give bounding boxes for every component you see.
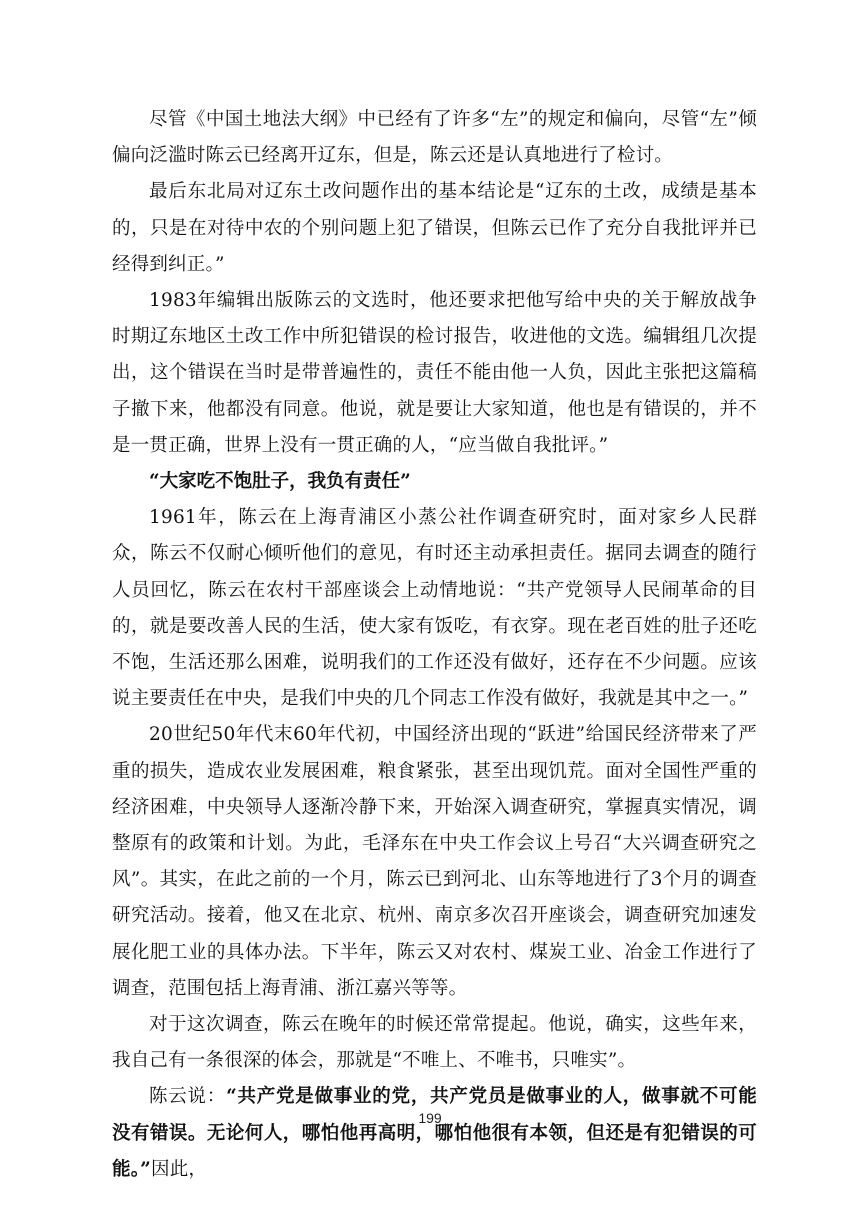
paragraph-7-lead: 陈云说： [149, 1086, 227, 1108]
section-heading: “大家吃不饱肚子，我负有责任” [149, 471, 411, 493]
paragraph-7 [112, 1079, 757, 1188]
paragraph-2: 最后东北局对辽东土改问题作出的基本结论是“辽东的土改，成绩是基本的，只是在对待中农的个别问题上犯了错误，但陈云已作了充分自我批评并已经得到纠正。” [112, 181, 757, 275]
paragraph-7-tail: 因此， [151, 1158, 208, 1180]
paragraph-5: 20世纪50年代末60年代初，中国经济出现的“跃进”给国民经济带来了严重的损失，造成农业发展困难，粮食紧张，甚至出现饥荒。面对全国性严重的经济困难，中央领导人逐渐冷静下来，开始深入调查研究，掌握真实情况，调整原有的政策和计划。为此，毛泽东在中央工作会议上号召“大兴调查研究之风”。其实，在此之前的一个月，陈云已到河北、山东等地进行了3个月的调查研究活动。接着，他又在北京、杭州、南京多次召开座谈会，调查研究加速发展化肥工业的具体办法。下半年，陈云又对农村、煤炭工业、冶金工作进行了调查，范围包括上海青浦、浙江嘉兴等等。 [112, 724, 757, 999]
paragraph-1: 尽管《中国土地法大纲》中已经有了许多“左”的规定和偏向，尽管“左”倾偏向泛滥时陈云已经离开辽东，但是，陈云还是认真地进行了检讨。 [112, 109, 757, 167]
body-text [112, 102, 757, 1188]
paragraph-3: 1983年编辑出版陈云的文选时，他还要求把他写给中央的关于解放战争时期辽东地区土改工作中所犯错误的检讨报告，收进他的文选。编辑组几次提出，这个错误在当时是带普遍性的，责任不能由他一人负，因此主张把这篇稿子撤下来，他都没有同意。他说，就是要让大家知道，他也是有错误的，并不是一贯正确，世界上没有一贯正确的人，“应当做自我批评。” [112, 290, 757, 456]
paragraph-7-quote: “共产党是做事业的党，共产党员是做事业的人，做事就不可能没有错误。无论何人，哪怕他再高明，哪怕他很有本领，但还是有犯错误的可能。” [112, 1086, 757, 1180]
paragraph-6: 对于这次调查，陈云在晚年的时候还常常提起。他说，确实，这些年来，我自己有一条很深的体会，那就是“不唯上、不唯书，只唯实”。 [112, 1014, 757, 1072]
paragraph-4: 1961年，陈云在上海青浦区小蒸公社作调查研究时，面对家乡人民群众，陈云不仅耐心倾听他们的意见，有时还主动承担责任。据同去调查的随行人员回忆，陈云在农村干部座谈会上动情地说：“共产党领导人民闹革命的目的，就是要改善人民的生活，使大家有饭吃，有衣穿。现在老百姓的肚子还吃不饱，生活还那么困难，说明我们的工作还没有做好，还存在不少问题。应该说主要责任在中央，是我们中央的几个同志工作没有做好，我就是其中之一。” [112, 507, 757, 710]
page-number: 199 [418, 1110, 442, 1126]
